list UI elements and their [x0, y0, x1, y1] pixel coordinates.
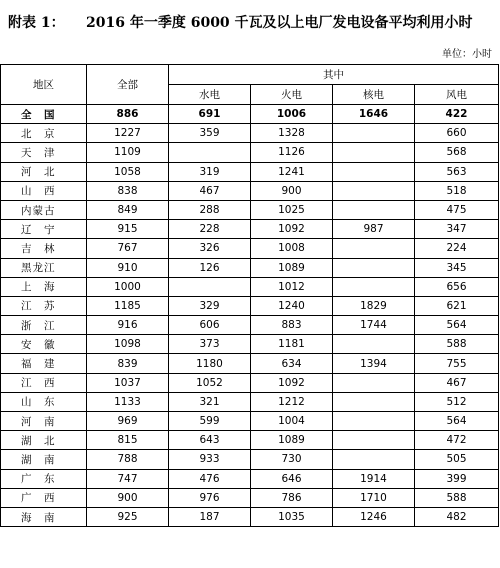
cell-wind: 588 [415, 488, 499, 507]
cell-thermal: 1328 [251, 124, 333, 143]
cell-total: 915 [87, 220, 169, 239]
cell-nuclear: 1710 [333, 488, 415, 507]
cell-region: 广 东 [1, 469, 87, 488]
cell-wind: 347 [415, 220, 499, 239]
cell-nuclear: 987 [333, 220, 415, 239]
table-row [1, 507, 499, 526]
cell-wind: 568 [415, 143, 499, 162]
cell-thermal: 1181 [251, 335, 333, 354]
cell-total: 1109 [87, 143, 169, 162]
cell-nuclear [333, 412, 415, 431]
cell-thermal: 1008 [251, 239, 333, 258]
cell-total: 886 [87, 105, 169, 124]
table-row [1, 143, 499, 162]
cell-thermal: 634 [251, 354, 333, 373]
cell-nuclear [333, 162, 415, 181]
cell-hydro: 476 [169, 469, 251, 488]
cell-hydro: 643 [169, 431, 251, 450]
cell-hydro: 467 [169, 181, 251, 200]
cell-nuclear: 1829 [333, 296, 415, 315]
cell-region: 山 西 [1, 181, 87, 200]
cell-region: 北 京 [1, 124, 87, 143]
cell-region: 山 东 [1, 392, 87, 411]
header-thermal: 火电 [251, 85, 333, 105]
cell-region: 天 津 [1, 143, 87, 162]
table-row [1, 124, 499, 143]
cell-hydro: 691 [169, 105, 251, 124]
cell-nuclear: 1246 [333, 507, 415, 526]
cell-total: 1037 [87, 373, 169, 392]
cell-wind: 482 [415, 507, 499, 526]
cell-region: 上 海 [1, 277, 87, 296]
table-row [1, 316, 499, 335]
cell-region: 辽 宁 [1, 220, 87, 239]
cell-nuclear [333, 181, 415, 200]
cell-hydro: 329 [169, 296, 251, 315]
cell-region: 浙 江 [1, 316, 87, 335]
table-body [1, 105, 499, 527]
cell-total: 1185 [87, 296, 169, 315]
cell-thermal: 1240 [251, 296, 333, 315]
cell-wind: 660 [415, 124, 499, 143]
title-text: 2016 年一季度 6000 千瓦及以上电厂发电设备平均利用小时 [86, 15, 473, 31]
cell-region: 黑龙江 [1, 258, 87, 277]
cell-region: 海 南 [1, 507, 87, 526]
cell-wind: 422 [415, 105, 499, 124]
cell-total: 1133 [87, 392, 169, 411]
table-row [1, 181, 499, 200]
cell-thermal: 1089 [251, 431, 333, 450]
cell-thermal: 1025 [251, 200, 333, 219]
cell-wind: 345 [415, 258, 499, 277]
cell-region: 江 苏 [1, 296, 87, 315]
cell-region: 河 北 [1, 162, 87, 181]
cell-nuclear: 1394 [333, 354, 415, 373]
cell-thermal: 1004 [251, 412, 333, 431]
cell-wind: 505 [415, 450, 499, 469]
cell-nuclear [333, 335, 415, 354]
table-row [1, 373, 499, 392]
cell-region: 内蒙古 [1, 200, 87, 219]
cell-total: 1098 [87, 335, 169, 354]
table-row [1, 488, 499, 507]
table-row [1, 392, 499, 411]
cell-nuclear [333, 277, 415, 296]
cell-nuclear [333, 431, 415, 450]
cell-wind: 563 [415, 162, 499, 181]
cell-thermal: 1089 [251, 258, 333, 277]
cell-thermal: 1126 [251, 143, 333, 162]
cell-nuclear: 1744 [333, 316, 415, 335]
cell-region: 湖 北 [1, 431, 87, 450]
cell-hydro: 326 [169, 239, 251, 258]
table-row [1, 258, 499, 277]
cell-total: 900 [87, 488, 169, 507]
cell-total: 849 [87, 200, 169, 219]
cell-region: 湖 南 [1, 450, 87, 469]
cell-hydro: 228 [169, 220, 251, 239]
cell-hydro: 126 [169, 258, 251, 277]
cell-nuclear [333, 143, 415, 162]
cell-region: 河 南 [1, 412, 87, 431]
cell-nuclear [333, 392, 415, 411]
table-row [1, 277, 499, 296]
cell-hydro: 319 [169, 162, 251, 181]
cell-total: 925 [87, 507, 169, 526]
cell-nuclear [333, 373, 415, 392]
cell-wind: 588 [415, 335, 499, 354]
cell-thermal: 646 [251, 469, 333, 488]
cell-thermal: 1241 [251, 162, 333, 181]
header-total: 全部 [87, 65, 169, 105]
table-row [1, 162, 499, 181]
cell-hydro: 373 [169, 335, 251, 354]
cell-hydro: 1180 [169, 354, 251, 373]
cell-region: 全 国 [1, 105, 87, 124]
cell-total: 916 [87, 316, 169, 335]
table-row [1, 105, 499, 124]
cell-region: 安 徽 [1, 335, 87, 354]
cell-hydro: 976 [169, 488, 251, 507]
cell-wind: 755 [415, 354, 499, 373]
cell-region: 吉 林 [1, 239, 87, 258]
cell-total: 815 [87, 431, 169, 450]
cell-wind: 399 [415, 469, 499, 488]
cell-total: 1000 [87, 277, 169, 296]
cell-thermal: 1035 [251, 507, 333, 526]
cell-nuclear [333, 124, 415, 143]
cell-wind: 656 [415, 277, 499, 296]
cell-region: 福 建 [1, 354, 87, 373]
cell-wind: 475 [415, 200, 499, 219]
table-row [1, 296, 499, 315]
utilization-table [0, 64, 499, 527]
cell-thermal: 1212 [251, 392, 333, 411]
cell-total: 1227 [87, 124, 169, 143]
cell-wind: 224 [415, 239, 499, 258]
cell-total: 1058 [87, 162, 169, 181]
table-row [1, 412, 499, 431]
cell-nuclear: 1914 [333, 469, 415, 488]
cell-total: 969 [87, 412, 169, 431]
cell-nuclear [333, 450, 415, 469]
cell-thermal: 786 [251, 488, 333, 507]
cell-thermal: 1012 [251, 277, 333, 296]
table-row [1, 335, 499, 354]
cell-total: 839 [87, 354, 169, 373]
table-row [1, 469, 499, 488]
cell-hydro: 933 [169, 450, 251, 469]
cell-thermal: 883 [251, 316, 333, 335]
cell-region: 广 西 [1, 488, 87, 507]
cell-wind: 512 [415, 392, 499, 411]
cell-wind: 472 [415, 431, 499, 450]
header-hydro: 水电 [169, 85, 251, 105]
cell-hydro: 288 [169, 200, 251, 219]
cell-thermal: 1006 [251, 105, 333, 124]
unit-label: 单位：小时 [442, 49, 492, 60]
table-row [1, 239, 499, 258]
cell-hydro: 1052 [169, 373, 251, 392]
header-row-group [1, 65, 499, 85]
cell-total: 747 [87, 469, 169, 488]
cell-nuclear: 1646 [333, 105, 415, 124]
cell-wind: 467 [415, 373, 499, 392]
cell-total: 838 [87, 181, 169, 200]
cell-wind: 564 [415, 412, 499, 431]
table-row [1, 220, 499, 239]
table-row [1, 431, 499, 450]
header-region: 地区 [1, 65, 87, 105]
table-row [1, 354, 499, 373]
header-group: 其中 [169, 65, 499, 85]
document-title [8, 12, 494, 34]
cell-thermal: 1092 [251, 220, 333, 239]
cell-wind: 518 [415, 181, 499, 200]
title-prefix: 附表 1： [8, 15, 65, 31]
cell-hydro: 606 [169, 316, 251, 335]
cell-hydro: 187 [169, 507, 251, 526]
cell-total: 788 [87, 450, 169, 469]
cell-thermal: 900 [251, 181, 333, 200]
cell-region: 江 西 [1, 373, 87, 392]
header-wind: 风电 [415, 85, 499, 105]
cell-total: 767 [87, 239, 169, 258]
cell-wind: 621 [415, 296, 499, 315]
cell-nuclear [333, 258, 415, 277]
cell-thermal: 1092 [251, 373, 333, 392]
cell-total: 910 [87, 258, 169, 277]
header-nuclear: 核电 [333, 85, 415, 105]
cell-thermal: 730 [251, 450, 333, 469]
cell-wind: 564 [415, 316, 499, 335]
cell-hydro: 359 [169, 124, 251, 143]
cell-nuclear [333, 200, 415, 219]
cell-hydro [169, 277, 251, 296]
cell-hydro [169, 143, 251, 162]
table-row [1, 450, 499, 469]
cell-hydro: 599 [169, 412, 251, 431]
cell-hydro: 321 [169, 392, 251, 411]
table-row [1, 200, 499, 219]
cell-nuclear [333, 239, 415, 258]
